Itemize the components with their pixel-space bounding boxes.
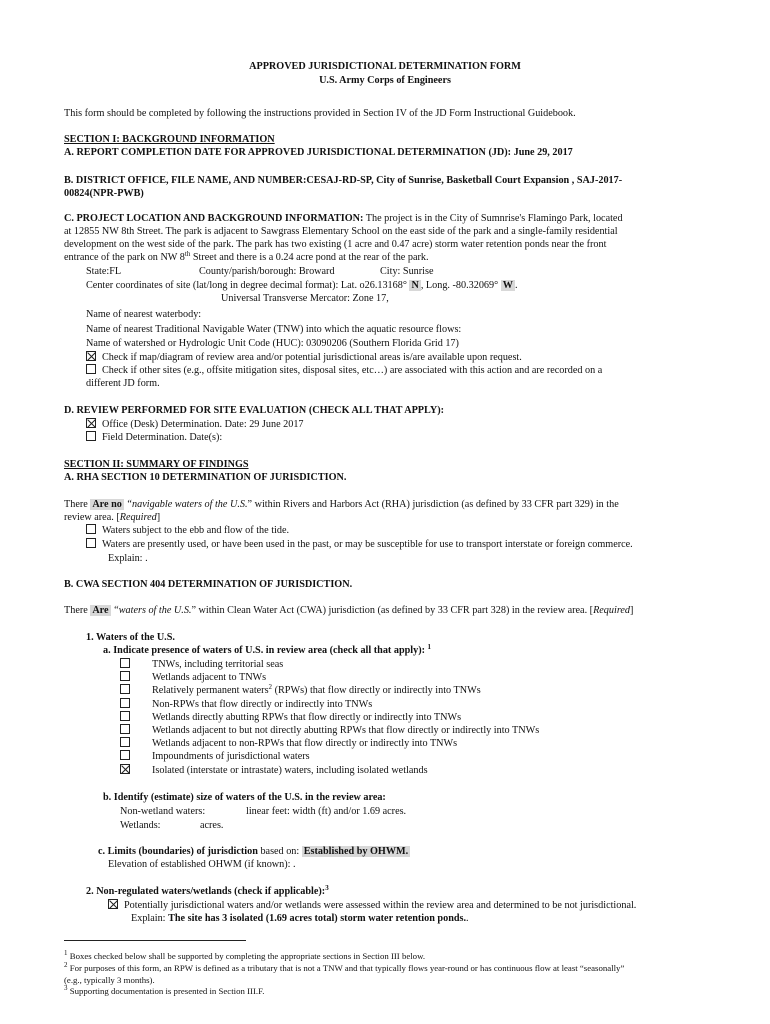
footnote <box>64 963 624 975</box>
coordinates-n: N <box>411 280 419 291</box>
footnote-text: Boxes checked below shall be supported by completing the appropriate sections in Section III below. <box>69 951 426 961</box>
project-location-line3: development on the west side of the park. The park has two existing (1 acre and 0.47 acre) storm water retention ponds near the front <box>64 239 607 250</box>
waters-list-label: Relatively permanent waters <box>152 685 269 697</box>
project-location-text4a: entrance of the park on NW 8 <box>64 252 185 263</box>
waters-list-checkbox[interactable] <box>120 750 130 760</box>
waters-us-heading: 1. Waters of the U.S. <box>86 632 175 643</box>
non-wetland-label: Non-wetland waters: <box>120 806 206 817</box>
coordinates-w: W <box>502 280 513 291</box>
footnote-ref-2: 2 <box>268 683 273 692</box>
cwa-statement <box>64 604 633 617</box>
office-determination-checkbox[interactable] <box>86 418 96 428</box>
rha-commerce-checkbox[interactable] <box>86 538 96 548</box>
waters-list-item <box>120 737 457 750</box>
rha-tide-checkbox[interactable] <box>86 524 96 534</box>
footnote-divider <box>64 940 246 941</box>
report-date: A. REPORT COMPLETION DATE FOR APPROVED JURISDICTIONAL DETERMINATION (JD): June 29, 2017 <box>64 147 573 158</box>
waters-list-label: Isolated (interstate or intrastate) waters, including isolated wetlands <box>152 764 428 776</box>
county-field: County/parish/borough: Broward <box>199 266 335 277</box>
field-determination-row <box>86 431 222 444</box>
rha-line2a: review area. [ <box>64 512 120 523</box>
footnote-ref-1: 1 <box>427 643 432 651</box>
wetlands-label: Wetlands: <box>120 820 161 831</box>
non-regulated-checkbox[interactable] <box>108 899 118 909</box>
cwa-pre: There <box>64 605 91 616</box>
rha-line2b: ] <box>156 512 161 523</box>
identify-size-heading: b. Identify (estimate) size of waters of the U.S. in the review area: <box>103 792 386 803</box>
cwa-heading: B. CWA SECTION 404 DETERMINATION OF JURISDICTION. <box>64 579 353 590</box>
footnote-text: Supporting documentation is presented in Section III.F. <box>69 986 265 996</box>
other-sites-row <box>86 364 602 377</box>
map-available-label: Check if map/diagram of review area and/or potential jurisdictional areas is/are available upon request. <box>102 352 522 363</box>
footnote <box>64 951 425 963</box>
section1-heading: SECTION I: BACKGROUND INFORMATION <box>64 134 275 145</box>
waters-list-item <box>120 658 283 671</box>
office-determination-row <box>86 418 304 431</box>
linear-feet-value: linear feet: width (ft) and/or 1.69 acres. <box>246 806 407 817</box>
other-sites-line2: different JD form. <box>86 378 160 389</box>
other-sites-label: Check if other sites (e.g., offsite mitigation sites, disposal sites, etc…) are associated with this action and are recorded on a <box>102 365 603 376</box>
rha-italic: “navigable waters of the U.S. <box>123 499 248 510</box>
footnote-text: (e.g., typically 3 months). <box>64 975 155 985</box>
cwa-selection[interactable]: Are <box>92 605 109 616</box>
explain-text: The site has 3 isolated (1.69 acres total) storm water retention ponds. <box>168 913 467 924</box>
map-available-checkbox[interactable] <box>86 351 96 361</box>
city-field: City: Sunrise <box>380 266 434 277</box>
map-available-row <box>86 351 522 364</box>
waters-list-item <box>120 698 372 711</box>
waters-list-label: Wetlands adjacent to TNWs <box>152 672 267 684</box>
coordinates-end: . <box>514 280 518 291</box>
state-field: State:FL <box>86 266 122 277</box>
rha-commerce-label: Waters are presently used, or have been used in the past, or may be susceptible for use to transport interstate or foreign commerce. <box>102 539 633 550</box>
review-performed-heading: D. REVIEW PERFORMED FOR SITE EVALUATION (CHECK ALL THAT APPLY): <box>64 405 445 416</box>
project-location-line2: at 12855 NW 8th Street. The park is adjacent to Sawgrass Elementary School on the east side of the park and a single-family residential <box>64 226 618 237</box>
section2-heading: SECTION II: SUMMARY OF FINDINGS <box>64 459 249 470</box>
waters-list-label: Non-RPWs that flow directly or indirectly into TNWs <box>152 698 373 710</box>
footnote-number: 3 <box>64 984 68 992</box>
non-regulated-row <box>108 899 636 912</box>
form-title: APPROVED JURISDICTIONAL DETERMINATION FORM <box>249 61 521 72</box>
waters-list-label-cont: (RPWs) that flow directly or indirectly into TNWs <box>272 685 481 697</box>
rha-selection[interactable]: Are no <box>92 499 122 510</box>
explain-end: . <box>466 913 469 924</box>
indicate-presence-label: a. Indicate presence of waters of U.S. in review area (check all that apply): <box>103 645 425 656</box>
waters-list-checkbox[interactable] <box>120 724 130 734</box>
waters-list-checkbox[interactable] <box>120 711 130 721</box>
footnote-text: For purposes of this form, an RPW is defined as a tributary that is not a TNW and that typically flows year-round or has continuous flow at least “seasonally” <box>69 963 625 973</box>
waters-list-item <box>120 671 266 684</box>
waters-list-item <box>120 750 310 763</box>
rha-statement-line2 <box>64 511 160 524</box>
intro-text: This form should be completed by following the instructions provided in Section IV of the JD Form Instructional Guidebook. <box>64 108 576 119</box>
waters-list-checkbox[interactable] <box>120 698 130 708</box>
waters-list-checkbox[interactable] <box>120 764 130 774</box>
district-office-line2: 00824(NPR-PWB) <box>64 188 144 199</box>
form-subtitle: U.S. Army Corps of Engineers <box>319 75 451 86</box>
ohwm-elevation: Elevation of established OHWM (if known): . <box>108 859 296 870</box>
waters-list-checkbox[interactable] <box>120 737 130 747</box>
explain-label: Explain: <box>131 913 169 924</box>
waters-list-label: Wetlands adjacent to but not directly abutting RPWs that flow directly or indirectly into TNWs <box>152 725 540 736</box>
utm-zone: Universal Transverse Mercator: Zone 17, <box>221 293 389 304</box>
footnote-ref-3: 3 <box>325 884 329 892</box>
waters-list-label: TNWs, including territorial seas <box>152 659 284 670</box>
waters-list-item <box>120 711 461 724</box>
footnote <box>64 986 264 998</box>
field-determination-checkbox[interactable] <box>86 431 96 441</box>
waters-list-checkbox[interactable] <box>120 671 130 681</box>
waters-list-label: Wetlands directly abutting RPWs that flow directly or indirectly into TNWs <box>152 711 462 723</box>
coordinates-lat: Center coordinates of site (lat/long in degree decimal format): Lat. o26.13168° <box>86 280 410 291</box>
rha-heading: A. RHA SECTION 10 DETERMINATION OF JURISDICTION. <box>64 472 347 483</box>
rha-commerce-row <box>86 538 633 551</box>
project-location-text1: The project is in the City of Sumnrise's Flamingo Park, located <box>363 213 623 224</box>
limits-line <box>98 845 410 858</box>
non-regulated-label: 2. Non-regulated waters/wetlands (check if applicable): <box>86 886 326 897</box>
cwa-end: ] <box>630 605 634 616</box>
district-office-line1: B. DISTRICT OFFICE, FILE NAME, AND NUMBER:CESAJ-RD-SP, City of Sunrise, Basketball Court Expansion , SAJ-2017- <box>64 175 623 186</box>
non-regulated-explain <box>131 912 469 925</box>
footnote <box>64 975 155 987</box>
cwa-required: Required <box>593 605 631 616</box>
wetlands-acres: acres. <box>200 820 224 831</box>
other-sites-checkbox[interactable] <box>86 364 96 374</box>
indicate-presence-heading <box>103 644 431 657</box>
waters-list-item <box>120 764 428 777</box>
waters-list-item <box>120 724 539 737</box>
project-location-label: C. PROJECT LOCATION AND BACKGROUND INFORMATION: <box>64 213 364 224</box>
footnote-number: 2 <box>64 961 68 969</box>
limits-text: based on: <box>257 846 302 857</box>
watershed-huc: Name of watershed or Hydrologic Unit Code (HUC): 03090206 (Southern Florida Grid 17) <box>86 338 459 349</box>
rha-tide-label: Waters subject to the ebb and flow of the tide. <box>102 525 290 536</box>
rha-post: ” within Rivers and Harbors Act (RHA) jurisdiction (as defined by 33 CFR part 329) in the <box>247 499 619 510</box>
footnote-number: 1 <box>64 949 68 957</box>
waters-list-label: Impoundments of jurisdictional waters <box>152 751 310 763</box>
rha-required: Required <box>119 512 157 523</box>
ordinal-sup: th <box>184 250 191 258</box>
coordinates-line <box>86 279 517 292</box>
limits-selection[interactable]: Established by OHWM. <box>303 846 409 857</box>
non-regulated-text: Potentially jurisdictional waters and/or wetlands were assessed within the review area and determined to be not jurisdictional. <box>124 900 637 911</box>
non-regulated-heading <box>86 885 329 898</box>
project-location-line1 <box>64 212 623 225</box>
rha-pre: There <box>64 499 91 510</box>
waters-list-label: Wetlands adjacent to non-RPWs that flow directly or indirectly into TNWs <box>152 738 458 750</box>
rha-explain: Explain: . <box>108 553 148 564</box>
field-determination-label: Field Determination. Date(s): <box>102 432 223 443</box>
project-location-text4b: Street and there is a 0.24 acre pond at the rear of the park. <box>190 252 429 263</box>
cwa-italic: “waters of the U.S. <box>110 605 192 616</box>
project-location-line4 <box>64 251 429 264</box>
waters-list-checkbox[interactable] <box>120 684 130 694</box>
rha-tide-row <box>86 524 289 537</box>
limits-label: c. Limits (boundaries) of jurisdiction <box>98 846 258 857</box>
coordinates-long: , Long. -80.32069° <box>420 280 501 291</box>
waters-list-item <box>120 684 481 697</box>
office-determination-label: Office (Desk) Determination. Date: 29 June 2017 <box>102 419 304 430</box>
cwa-post: ” within Clean Water Act (CWA) jurisdiction (as defined by 33 CFR part 328) in the review area. [ <box>191 605 594 616</box>
nearest-tnw: Name of nearest Traditional Navigable Water (TNW) into which the aquatic resource flows: <box>86 324 462 335</box>
rha-statement-line1 <box>64 498 619 511</box>
waters-list-checkbox[interactable] <box>120 658 130 668</box>
nearest-waterbody: Name of nearest waterbody: <box>86 309 202 320</box>
